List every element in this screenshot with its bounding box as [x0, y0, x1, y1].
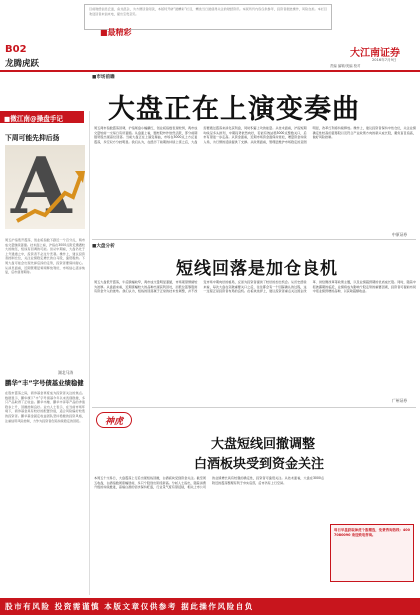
column-title-top: ■最精彩 [100, 28, 132, 37]
story2-section-label: ■大盘分析 [92, 244, 115, 249]
left-column-divider [89, 111, 90, 595]
article1-body: 周五沪指低开震荡，创业板指数下跌近一个百分点，两市成交量继续萎缩。技术面上看，沪指在3000点附近遭遇较大的抛压，短线有回调的可能。但从中期看，大盘仍处于上升通道之中，投资者不必过分悲观。操作上，建议投资者控制仓位，关注业绩稳定增长的白马股，逢低吸纳。下周大盘可能会出现先抑后扬的走势，投资者要保持耐心。从消息面看，近期管理层频频释放利好，市场信心逐步恢复，后市值得期待。 [5, 238, 85, 275]
ad-headline-1: 大盘短线回撤调整 [211, 437, 316, 452]
main-section-label: ■市场前瞻 [92, 75, 115, 80]
ad-brand: 神虎 [104, 416, 123, 427]
ad-logo [96, 412, 132, 428]
notice-text: 目前财经信息泛滥，鱼龙混杂，为方便读者阅读，本版特开辟“最精彩”栏目，精选当日最值得关注的财经资讯。本版所刊内容仅供参考，投资者据此操作，风险自担。本栏目欢迎读者来信来电，提出宝贵意见。 [89, 7, 327, 16]
rising-arrow-icon [15, 165, 85, 225]
edition-line: 责编 编辑/美编 校对 [330, 64, 361, 68]
article2-body: 在股市震荡之际，债券基金再度成为投资者关注的焦点。数据显示，鹏华旗下“丰”字号债基今年以来表现稳健，多只产品取得了正收益。鹏华丰融、鹏华丰泽等产品的净值稳步上升，回撤控制良好。业内人士表示，在当前市场环境下，债券基金具有较好的配置价值，适合风险偏好较低的投资者。鹏华基金固定收益团队坚持稳健的投资风格，注重信用风险控制，力争为投资者创造持续稳定的回报。 [5, 391, 85, 423]
page-code: B02 [5, 44, 27, 55]
main-story-body: 周五两市指数震荡回调，沪指尾盘小幅翻红，创业板指数表现较弱，两市成交量较前一交易日有所萎缩。从盘面上看，题材股炒作依然活跃，部分前期强势股出现高位回落。当前大盘正在上演变奏曲，市场在3000点上方反复震荡，多空双方分歧明显。我们认为，在经历了前期的持续上涨之后，大盘需要通过震荡来消化获利盘，同时积蓄上攻的能量。从技术面看，沪指短期均线呈多头排列，中期趋势依然向好，若能有效站稳3000点整数关口，后市有望进一步走高。从资金面看，近期市场资金面保持宽松，增量资金持续入场，为行情的延续提供了支撑。从政策面看，管理层维护市场稳定的意图明显，改革红利将持续释放。操作上，建议投资者保持中性仓位，关注业绩确定性较高的蓝筹股以及符合产业政策方向的新兴成长股，避免盲目追高，做好风险控制。 [94, 126, 416, 144]
story2-headline: 短线回落是加仓良机 [176, 259, 338, 279]
left-column-banner [0, 111, 84, 123]
date-line: 2016年7月9日 [372, 58, 397, 62]
ad-body: 本周五个交易日，大盘震荡上行后出现短线回撤，白酒板块受到资金关注。截至周五收盘，白酒指数周涨幅居前，多只个股创出阶段新高。分析人士指出，随着消费升级的持续推进，高端白酒的需求保持旺盛，行业景气度有望延续，相关上市公司的业绩增长具有较强的确定性，投资者可逢低关注。从技术面看，大盘在3000点附近的震荡整理有利于夯实底部，后市仍有上行空间。 [94, 476, 324, 490]
ad-promo-box [330, 524, 414, 582]
main-headline: 大盘正在上演变奏曲 [108, 94, 360, 125]
story2-body: 周五大盘低开震荡，午后跌幅收窄，两市成交量明显萎缩，市场观望情绪较为浓厚。从盘面来看，近期涨幅较大的品种出现获利回吐，而低位蓝筹股则有资金介入的迹象。我们认为，短线的回落属于正常的技术性调整，并不改变市场中期向好的格局，反而为投资者提供了较好的加仓机会。从历史经验来看，每次大盘在突破重要关口之后，往往都会有一个回踩确认的过程，这一过程正是投资者布局的良机。在板块选择上，建议投资者重点关注国企改革、供给侧改革等政策主题，以及业绩超预期的优质成长股。同时，随着中报披露期的临近，业绩将成为影响个股走势的重要因素，投资者可提前布局中报业绩预增的品种，以获取超额收益。 [94, 280, 416, 294]
footer-bar [0, 598, 420, 615]
article2-headline: 鹏华“丰”字号债基业绩稳健 [5, 379, 84, 387]
footer-ticker: 股市有风险 投资需谨慎 本版文章仅供参考 据此操作风险自负 [5, 602, 254, 611]
divider-2 [92, 407, 416, 408]
story2-byline: 广州证券 [392, 398, 408, 403]
ad-promo-text: 每日早盘获取神虎个股精选，免费咨询热线：4007080090 欢迎致电咨询。 [334, 528, 410, 537]
main-story-byline: 中原证券 [392, 232, 408, 237]
page-section: 龙腾虎跃 [5, 59, 40, 69]
article1-image [5, 145, 85, 229]
article1-byline: 湖北马涛 [58, 370, 74, 375]
paper-name: 大江南证券 [350, 48, 400, 59]
header-rule [0, 70, 420, 72]
article1-headline: 下周可能先抑后扬 [5, 134, 60, 142]
image-letter-a: A [11, 145, 72, 229]
ad-headline-2: 白酒板块受到资金关注 [194, 457, 325, 472]
left-column-title: ■微江南@操盘手记 [4, 115, 63, 123]
divider-1 [92, 239, 416, 240]
